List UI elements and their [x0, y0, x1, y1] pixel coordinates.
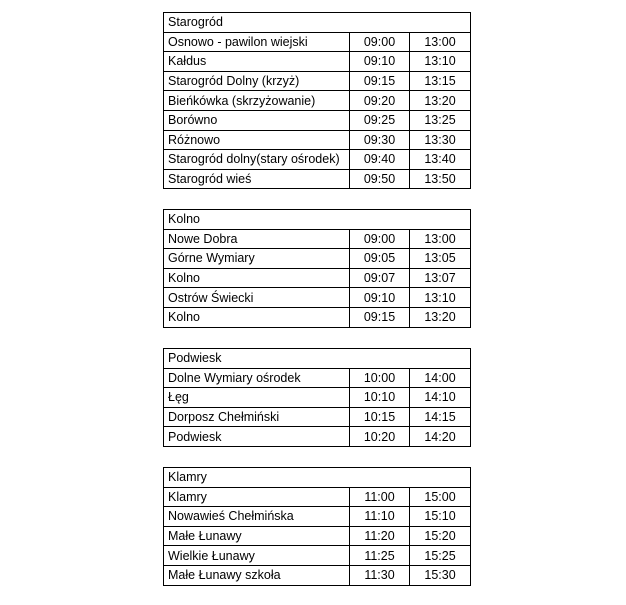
table-row [164, 388, 471, 408]
stop-name-cell: Starogród dolny(stary ośrodek) [164, 150, 350, 170]
table-row [164, 32, 471, 52]
schedule-table [163, 348, 471, 447]
table-row [164, 150, 471, 170]
departure-time-1-cell: 09:30 [350, 130, 410, 150]
stop-name-cell: Wielkie Łunawy [164, 546, 350, 566]
departure-time-1-cell: 09:07 [350, 268, 410, 288]
stop-name-cell: Borówno [164, 110, 350, 130]
stop-name-cell: Małe Łunawy [164, 526, 350, 546]
stop-name-cell: Podwiesk [164, 427, 350, 447]
departure-time-1-cell: 11:10 [350, 507, 410, 527]
stop-name-cell: Łęg [164, 388, 350, 408]
table-row [164, 52, 471, 72]
stop-name-cell: Bieńkówka (skrzyżowanie) [164, 91, 350, 111]
schedule-title-row [164, 13, 471, 33]
departure-time-1-cell: 09:10 [350, 52, 410, 72]
schedule-table [163, 209, 471, 328]
departure-time-1-cell: 09:00 [350, 229, 410, 249]
table-row [164, 268, 471, 288]
departure-time-2-cell: 13:25 [410, 110, 471, 130]
stop-name-cell: Ostrów Świecki [164, 288, 350, 308]
schedule-table [163, 12, 471, 189]
stop-name-cell: Górne Wymiary [164, 249, 350, 269]
departure-time-2-cell: 13:00 [410, 229, 471, 249]
departure-time-2-cell: 13:00 [410, 32, 471, 52]
departure-time-1-cell: 09:40 [350, 150, 410, 170]
departure-time-2-cell: 15:00 [410, 487, 471, 507]
schedule-title: Klamry [164, 468, 471, 488]
table-row [164, 130, 471, 150]
departure-time-2-cell: 14:00 [410, 368, 471, 388]
departure-time-2-cell: 13:10 [410, 52, 471, 72]
table-row [164, 229, 471, 249]
table-row [164, 368, 471, 388]
stop-name-cell: Starogród wieś [164, 169, 350, 189]
departure-time-2-cell: 13:15 [410, 71, 471, 91]
schedule-title: Starogród [164, 13, 471, 33]
departure-time-2-cell: 13:10 [410, 288, 471, 308]
departure-time-2-cell: 13:40 [410, 150, 471, 170]
schedule-title: Podwiesk [164, 349, 471, 369]
table-row [164, 507, 471, 527]
table-row [164, 526, 471, 546]
table-row [164, 307, 471, 327]
table-row [164, 110, 471, 130]
schedule-table [163, 467, 471, 586]
stop-name-cell: Małe Łunawy szkoła [164, 565, 350, 585]
schedule-title: Kolno [164, 210, 471, 230]
departure-time-1-cell: 10:15 [350, 407, 410, 427]
departure-time-2-cell: 15:20 [410, 526, 471, 546]
departure-time-2-cell: 13:50 [410, 169, 471, 189]
departure-time-1-cell: 10:20 [350, 427, 410, 447]
table-row [164, 71, 471, 91]
stop-name-cell: Klamry [164, 487, 350, 507]
departure-time-2-cell: 15:10 [410, 507, 471, 527]
stop-name-cell: Nowawieś Chełmińska [164, 507, 350, 527]
departure-time-1-cell: 09:15 [350, 307, 410, 327]
table-row [164, 249, 471, 269]
departure-time-2-cell: 14:20 [410, 427, 471, 447]
departure-time-2-cell: 15:30 [410, 565, 471, 585]
departure-time-1-cell: 09:05 [350, 249, 410, 269]
departure-time-2-cell: 15:25 [410, 546, 471, 566]
stop-name-cell: Nowe Dobra [164, 229, 350, 249]
departure-time-1-cell: 11:20 [350, 526, 410, 546]
stop-name-cell: Różnowo [164, 130, 350, 150]
departure-time-2-cell: 14:15 [410, 407, 471, 427]
table-row [164, 546, 471, 566]
departure-time-2-cell: 13:20 [410, 307, 471, 327]
departure-time-1-cell: 09:10 [350, 288, 410, 308]
stop-name-cell: Dolne Wymiary ośrodek [164, 368, 350, 388]
table-row [164, 407, 471, 427]
stop-name-cell: Starogród Dolny (krzyż) [164, 71, 350, 91]
departure-time-1-cell: 11:25 [350, 546, 410, 566]
departure-time-2-cell: 13:07 [410, 268, 471, 288]
table-row [164, 288, 471, 308]
departure-time-2-cell: 13:30 [410, 130, 471, 150]
schedule-title-row [164, 210, 471, 230]
departure-time-1-cell: 10:10 [350, 388, 410, 408]
departure-time-1-cell: 10:00 [350, 368, 410, 388]
table-row [164, 427, 471, 447]
stop-name-cell: Kolno [164, 268, 350, 288]
table-row [164, 91, 471, 111]
table-row [164, 565, 471, 585]
stop-name-cell: Kałdus [164, 52, 350, 72]
table-row [164, 487, 471, 507]
departure-time-1-cell: 11:00 [350, 487, 410, 507]
schedule-title-row [164, 349, 471, 369]
departure-time-1-cell: 09:00 [350, 32, 410, 52]
departure-time-1-cell: 09:20 [350, 91, 410, 111]
departure-time-1-cell: 09:50 [350, 169, 410, 189]
stop-name-cell: Kolno [164, 307, 350, 327]
departure-time-2-cell: 14:10 [410, 388, 471, 408]
stop-name-cell: Osnowo - pawilon wiejski [164, 32, 350, 52]
departure-time-1-cell: 11:30 [350, 565, 410, 585]
departure-time-2-cell: 13:20 [410, 91, 471, 111]
departure-time-1-cell: 09:25 [350, 110, 410, 130]
stop-name-cell: Dorposz Chełmiński [164, 407, 350, 427]
table-row [164, 169, 471, 189]
departure-time-2-cell: 13:05 [410, 249, 471, 269]
departure-time-1-cell: 09:15 [350, 71, 410, 91]
schedule-title-row [164, 468, 471, 488]
